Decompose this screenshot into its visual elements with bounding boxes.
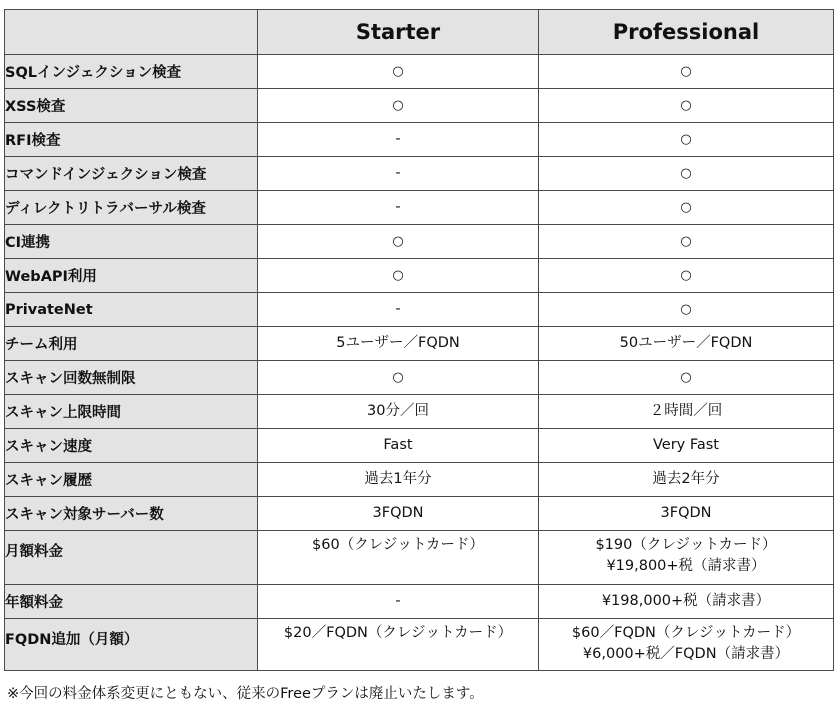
- feature-label: PrivateNet: [5, 293, 258, 327]
- professional-value: ２時間／回: [649, 403, 723, 419]
- table-header-row: [5, 10, 834, 55]
- starter-value-cell: [258, 293, 539, 327]
- feature-label: スキャン上限時間: [5, 395, 258, 429]
- professional-value-cell: [539, 619, 834, 671]
- table-row: [5, 55, 834, 89]
- starter-value-cell: [258, 327, 539, 361]
- plan-header-starter: Starter: [258, 10, 539, 55]
- starter-value-cell: [258, 395, 539, 429]
- starter-value-cell: [258, 585, 539, 619]
- professional-value-cell: [539, 123, 834, 157]
- starter-value-cell: [258, 361, 539, 395]
- starter-value: -: [395, 199, 401, 215]
- professional-value: ○: [680, 370, 692, 385]
- feature-label: チーム利用: [5, 327, 258, 361]
- starter-value-cell: [258, 55, 539, 89]
- starter-value-cell: [258, 531, 539, 585]
- feature-label: スキャン履歴: [5, 463, 258, 497]
- plan-comparison-table: [4, 9, 834, 671]
- feature-label: スキャン対象サーバー数: [5, 497, 258, 531]
- starter-value: ○: [392, 234, 404, 249]
- table-row: [5, 585, 834, 619]
- professional-value-cell: [539, 361, 834, 395]
- professional-value: ¥6,000+税／FQDN（請求書）: [582, 646, 790, 662]
- starter-value: ○: [392, 268, 404, 283]
- table-row: [5, 463, 834, 497]
- professional-value-cell: [539, 55, 834, 89]
- professional-value: ○: [680, 132, 692, 147]
- professional-value: ○: [680, 64, 692, 79]
- table-row: [5, 327, 834, 361]
- plan-header-professional: Professional: [539, 10, 834, 55]
- table-row: [5, 619, 834, 671]
- feature-label: XSS検査: [5, 89, 258, 123]
- starter-value: Fast: [383, 437, 413, 453]
- starter-value: 30分／回: [367, 403, 429, 419]
- professional-value: 3FQDN: [660, 505, 712, 521]
- professional-value: ○: [680, 268, 692, 283]
- professional-value-cell: [539, 259, 834, 293]
- professional-value: ¥19,800+税（請求書）: [606, 558, 766, 574]
- starter-value-cell: [258, 463, 539, 497]
- professional-value-cell: [539, 293, 834, 327]
- starter-value: -: [395, 593, 401, 609]
- starter-value-cell: [258, 497, 539, 531]
- professional-value: Very Fast: [652, 437, 719, 453]
- professional-value-cell: [539, 89, 834, 123]
- professional-value-cell: [539, 395, 834, 429]
- feature-label: ディレクトリトラバーサル検査: [5, 191, 258, 225]
- starter-value-cell: [258, 123, 539, 157]
- starter-value-cell: [258, 619, 539, 671]
- table-row: [5, 89, 834, 123]
- table-row: [5, 531, 834, 585]
- footnote: ※今回の料金体系変更にともない、従来のFreeプランは廃止いたします。: [7, 686, 484, 702]
- starter-value: 3FQDN: [372, 505, 424, 521]
- feature-label: スキャン回数無制限: [5, 361, 258, 395]
- table-row: [5, 429, 834, 463]
- table-row: [5, 395, 834, 429]
- professional-value-cell: [539, 225, 834, 259]
- professional-value-cell: [539, 429, 834, 463]
- professional-value-cell: [539, 463, 834, 497]
- professional-value: 過去2年分: [652, 471, 720, 487]
- professional-value: ○: [680, 98, 692, 113]
- feature-label: WebAPI利用: [5, 259, 258, 293]
- starter-value: 5ユーザー／FQDN: [336, 335, 460, 351]
- table-row: [5, 361, 834, 395]
- professional-value-cell: [539, 327, 834, 361]
- feature-label: コマンドインジェクション検査: [5, 157, 258, 191]
- feature-label: 年額料金: [5, 585, 258, 619]
- feature-label: SQLインジェクション検査: [5, 55, 258, 89]
- professional-value: ¥198,000+税（請求書）: [601, 593, 771, 609]
- feature-label: スキャン速度: [5, 429, 258, 463]
- starter-value: ○: [392, 370, 404, 385]
- table-row: [5, 259, 834, 293]
- professional-value: ○: [680, 302, 692, 317]
- professional-value: $190（クレジットカード）: [595, 537, 777, 553]
- starter-value-cell: [258, 157, 539, 191]
- table-row: [5, 157, 834, 191]
- starter-value-cell: [258, 429, 539, 463]
- table-row: [5, 497, 834, 531]
- feature-label: CI連携: [5, 225, 258, 259]
- professional-value-cell: [539, 497, 834, 531]
- professional-value: $60／FQDN（クレジットカード）: [571, 625, 801, 641]
- starter-value: ○: [392, 98, 404, 113]
- table-row: [5, 191, 834, 225]
- table-row: [5, 123, 834, 157]
- starter-value-cell: [258, 191, 539, 225]
- professional-value: ○: [680, 200, 692, 215]
- table-row: [5, 293, 834, 327]
- starter-value: $20／FQDN（クレジットカード）: [283, 625, 513, 641]
- professional-value: 50ユーザー／FQDN: [619, 335, 753, 351]
- starter-value: -: [395, 165, 401, 181]
- feature-label: FQDN追加（月額）: [5, 619, 258, 671]
- professional-value-cell: [539, 157, 834, 191]
- starter-value-cell: [258, 225, 539, 259]
- professional-value: ○: [680, 234, 692, 249]
- starter-value: -: [395, 301, 401, 317]
- professional-value-cell: [539, 531, 834, 585]
- starter-value-cell: [258, 89, 539, 123]
- feature-label: RFI検査: [5, 123, 258, 157]
- header-corner-cell: [5, 10, 258, 55]
- starter-value: -: [395, 131, 401, 147]
- starter-value-cell: [258, 259, 539, 293]
- starter-value: 過去1年分: [364, 471, 432, 487]
- starter-value: $60（クレジットカード）: [312, 537, 484, 553]
- table-row: [5, 225, 834, 259]
- professional-value-cell: [539, 585, 834, 619]
- professional-value: ○: [680, 166, 692, 181]
- starter-value: ○: [392, 64, 404, 79]
- feature-label: 月額料金: [5, 531, 258, 585]
- professional-value-cell: [539, 191, 834, 225]
